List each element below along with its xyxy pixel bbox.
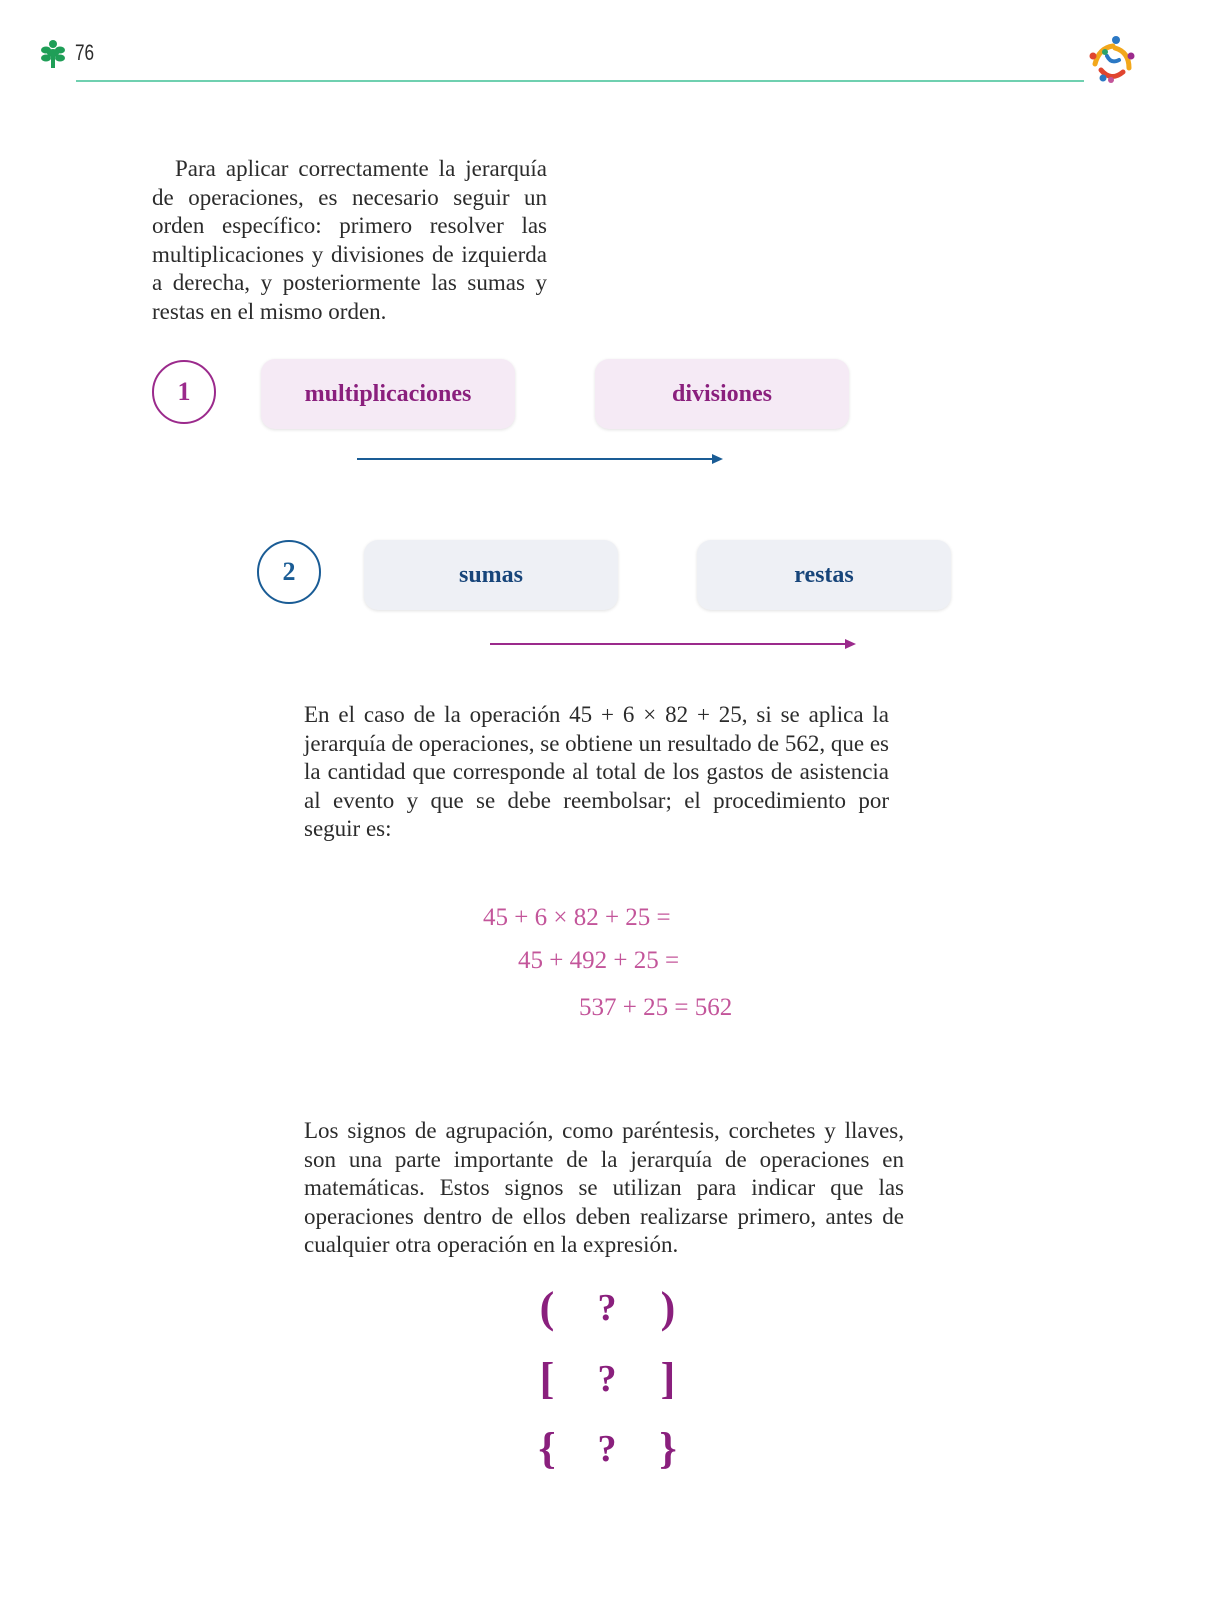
intro-paragraph: Para aplicar correctamente la jerarquía de operaciones, es necesario seguir un orden específico: primero resolver las multiplicaciones y divisiones de izquierda a derecha, y posteriormente las sumas y restas en el mismo orden. xyxy=(152,156,547,324)
sumas-box: sumas xyxy=(364,540,618,610)
question-mark: ? xyxy=(597,1358,617,1400)
close-bracket: ] xyxy=(660,1354,676,1403)
page-number: 76 xyxy=(75,40,95,65)
left-to-right-arrow-1 xyxy=(357,458,715,460)
question-mark: ? xyxy=(597,1287,617,1329)
close-parenthesis: ) xyxy=(660,1283,676,1332)
restas-box: restas xyxy=(697,540,951,610)
open-bracket: [ xyxy=(539,1354,555,1403)
grouping-paragraph: Los signos de agrupación, como paréntesis, corchetes y llaves, son una parte importante de la jerarquía de operaciones en matemáticas. Estos signos se utilizan para indicar que las operaciones dentro de ellos deben realizarse primero, antes de cualquier otra operación en la expresión. xyxy=(304,1118,904,1257)
open-brace: { xyxy=(538,1424,556,1473)
step-2-badge: 2 xyxy=(257,540,321,604)
left-to-right-arrow-2 xyxy=(490,643,848,645)
people-circle-logo-icon xyxy=(1085,34,1137,86)
tree-icon xyxy=(40,38,66,70)
multiplicaciones-box: multiplicaciones xyxy=(261,359,515,429)
example-paragraph: En el caso de la operación 45 + 6 × 82 + 25, si se aplica la jerarquía de operaciones, se obtiene un resultado de 562, que es la cantidad que corresponde al total de los gastos de asistencia al evento y que se debe reembolsar; el procedimiento por seguir es: xyxy=(304,702,890,841)
equation-step-3: 537 + 25 = 562 xyxy=(579,994,733,1021)
equation-step-2: 45 + 492 + 25 = xyxy=(518,947,680,974)
question-mark: ? xyxy=(597,1428,617,1470)
divisiones-box: divisiones xyxy=(595,359,849,429)
step-1-badge: 1 xyxy=(152,360,216,424)
header-divider xyxy=(76,80,1084,82)
close-brace: } xyxy=(659,1424,677,1473)
open-parenthesis: ( xyxy=(539,1283,555,1332)
equation-step-1: 45 + 6 × 82 + 25 = xyxy=(483,904,671,931)
